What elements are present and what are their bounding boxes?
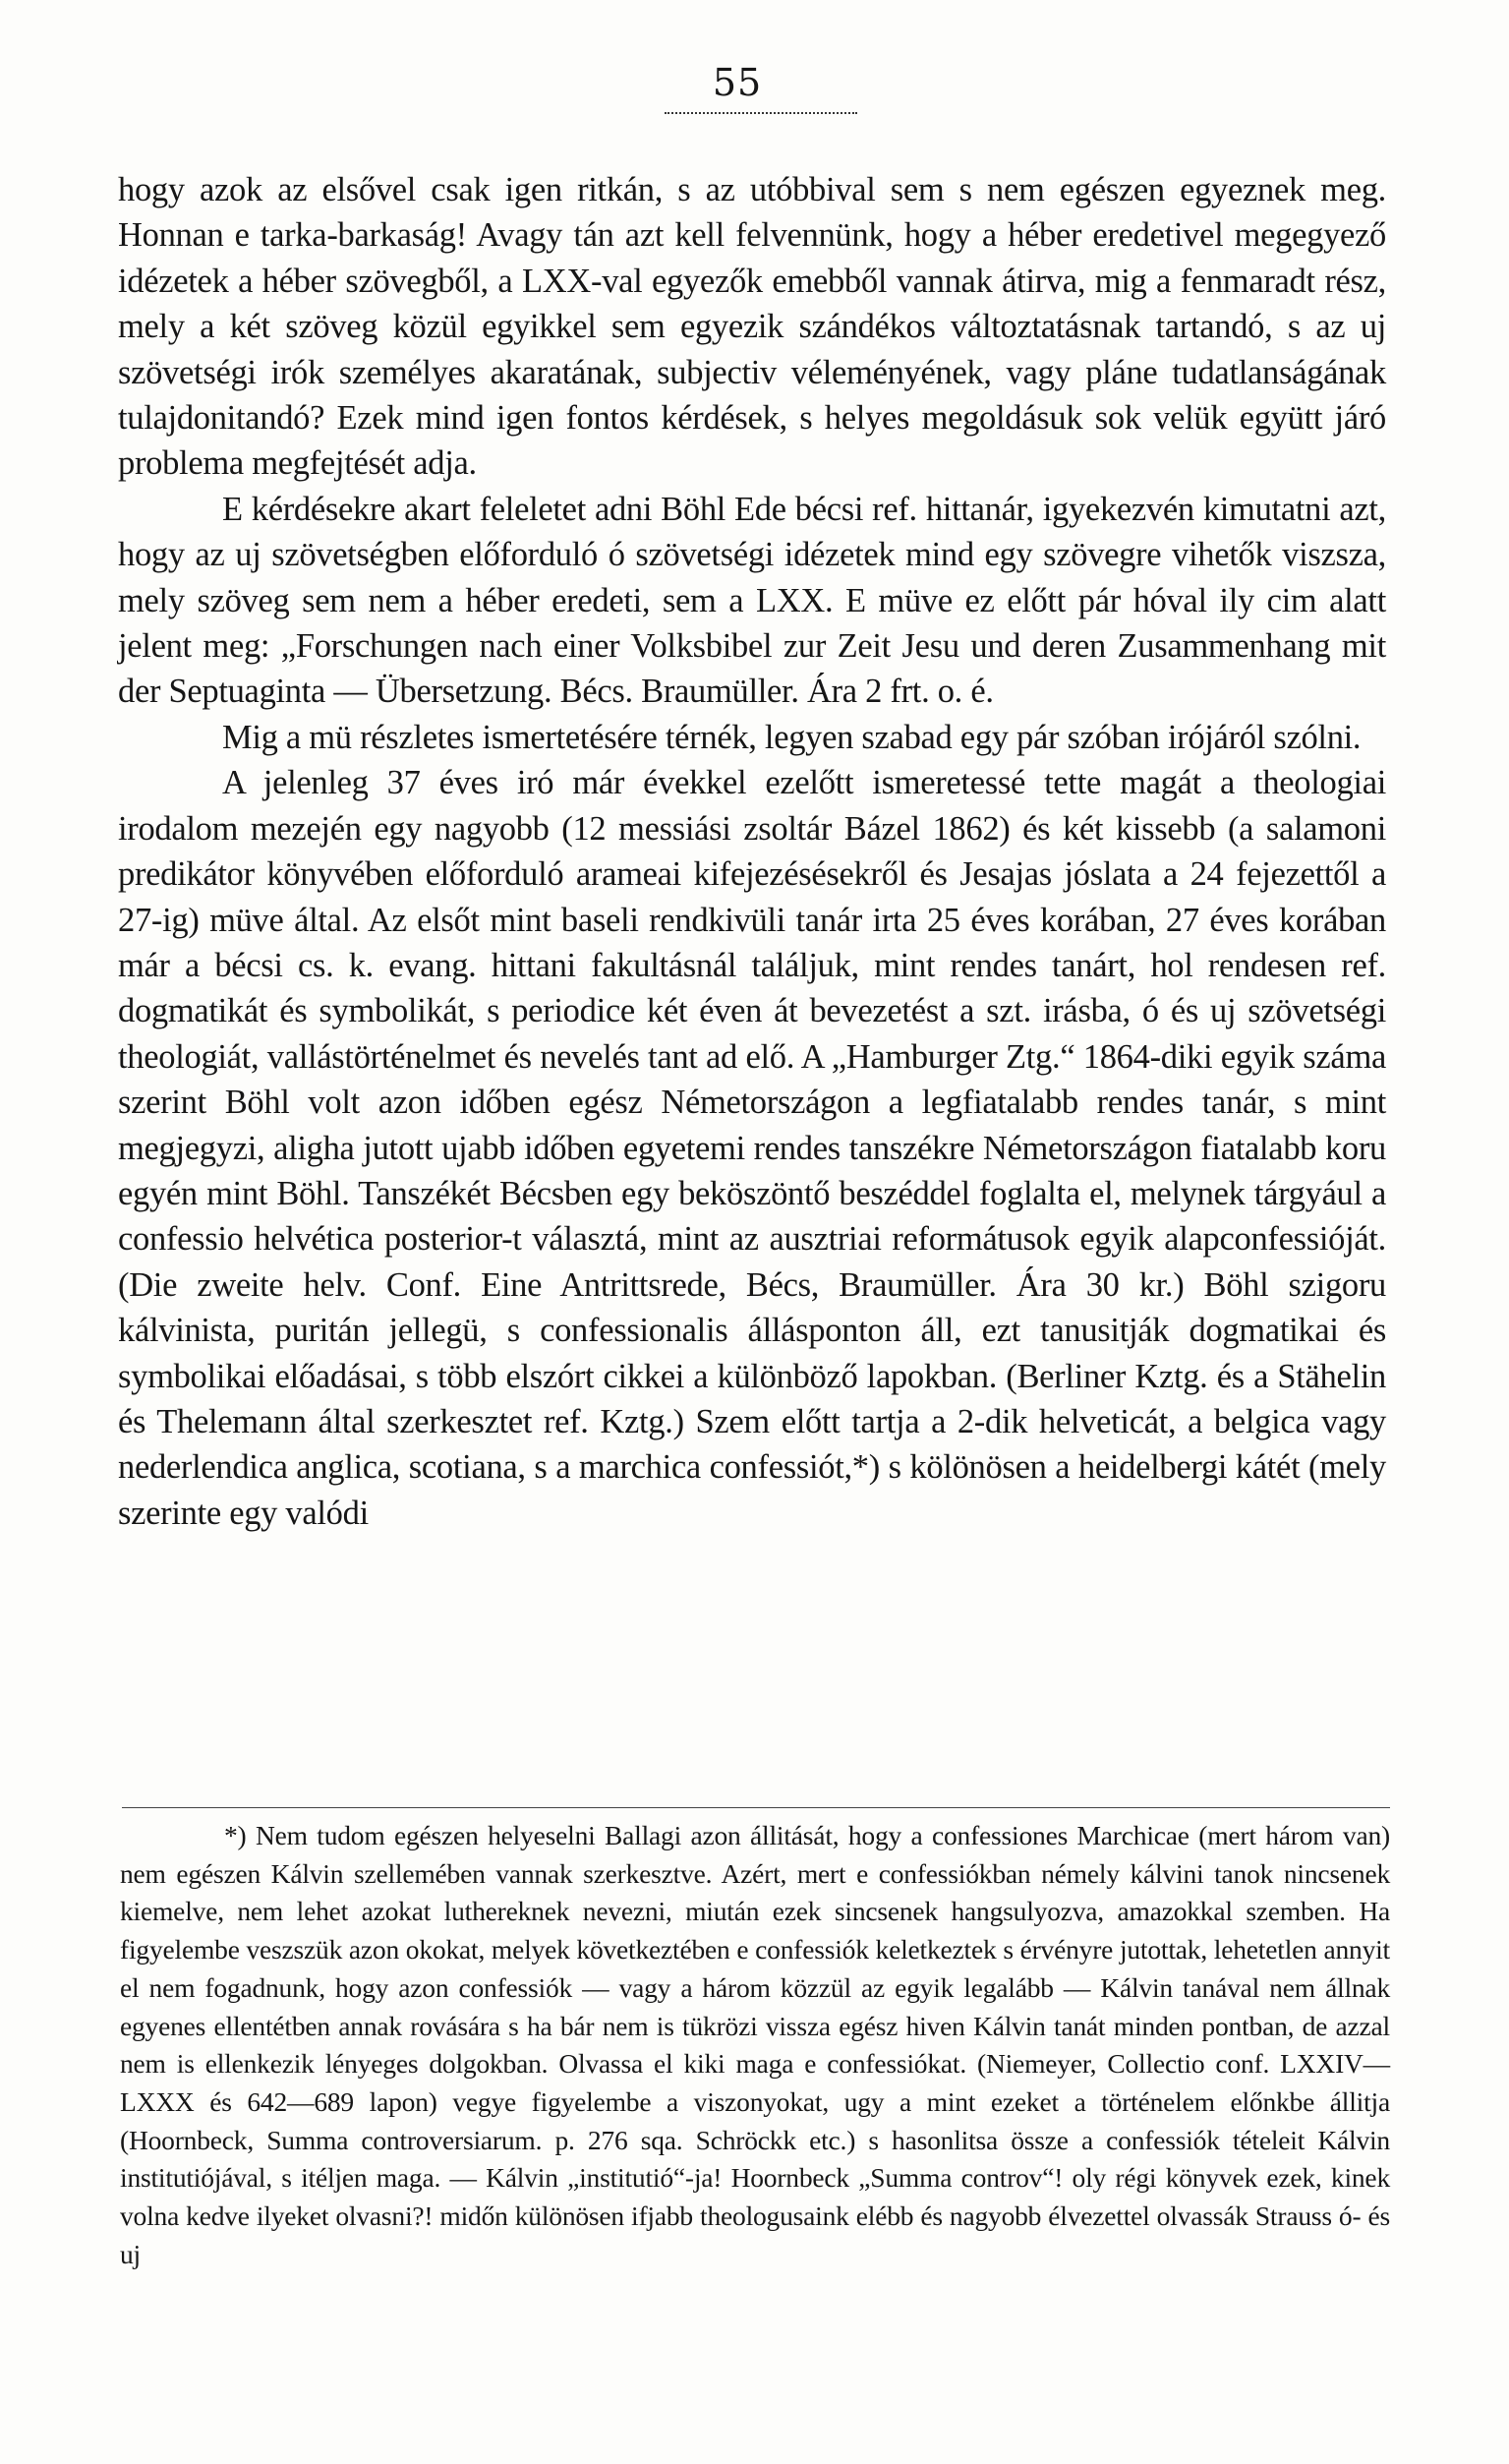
footnote-text: *) Nem tudom egészen helyeselni Ballagi azon állitását, hogy a confessiones Marchicae (mert három van) nem egészen Kálvin szellemében vannak szerkesztve. Azért, mert e confessiókban némely kálvini tanok nincsenek kiemelve, nem lehet azokat luthereknek nevezni, miután ezek sincsenek hangsulyozva, amazokkal szemben. Ha figyelembe veszszük azon okokat, melyek következtében e confessiók keletkeztek s érvényre jutottak, lehetetlen annyit el nem fogadnunk, hogy azon confessiók — vagy a három közzül az egyik legalább — Kálvin tanával nem állnak egyenes ellentétben annak rovására s ha bár nem is tükrözi vissza egész hiven Kálvin tanát minden pontban, de azzal nem is ellenkezik lényeges dolgokban. Olvassa el kiki maga e confessiókat. (Niemeyer, Collectio conf. LXXIV—LXXX és 642—689 lapon) vegye figyelembe a viszonyokat, ugy a mint ezeket a történelem előnkbe állitja (Hoornbeck, Summa controversiarum. p. 276 sqa. Schröckk etc.) s hasonlitsa össze a confessiók tételeit Kálvin institutiójával, s itéljen maga. — Kálvin „institutió“-ja! Hoornbeck „Summa controv“! oly régi könyvek ezek, kinek volna kedve ilyeket olvasni?! midőn különösen ifjabb theologusaink elébb és nagyobb élvezettel olvassák Strauss ó- és uj bbox=[120, 1820, 1390, 2269]
header-ornament bbox=[665, 112, 857, 126]
paragraph-2: E kérdésekre akart feleletet adni Böhl Ede bécsi ref. hittanár, igyekezvén kimutatni azt, hogy az uj szövetségben előforduló ó szövetségi idézetek mind egy szövegre vihetők viszsza, mely szöveg sem nem a héber eredeti, sem a LXX. E müve ez előtt pár hóval ily cim alatt jelent meg: „Forschungen nach einer Volksbibel zur Zeit Jesu und deren Zusammenhang mit der Septuaginta — Übersetzung. Bécs. Braumüller. Ára 2 frt. o. é. bbox=[118, 490, 1386, 711]
footnote bbox=[120, 1817, 1390, 2273]
paragraph-3: Mig a mü részletes ismertetésére térnék, legyen szabad egy pár szóban irójáról szólni. bbox=[222, 718, 1362, 756]
footnote-divider bbox=[122, 1807, 1390, 1808]
paragraph-4: A jelenleg 37 éves iró már évekkel ezelőtt ismeretessé tette magát a theologiai irodalom mezején egy nagyobb (12 messiási zsoltár Bázel 1862) és két kissebb (a salamoni predikátor könyvében előforduló arameai kifejezésésekről és Jesajas jóslata a 24 fejezettől a 27-ig) müve által. Az elsőt mint baseli rendkivüli tanár irta 25 éves korában, 27 éves korában már a bécsi cs. k. evang. hittani fakultásnál találjuk, mint rendes tanárt, hol rendesen ref. dogmatikát és symbolikát, s periodice két éven át bevezetést a szt. irásba, ó és uj szövetségi theologiát, vallástörténelmet és nevelés tant ad elő. A „Hamburger Ztg.“ 1864-diki egyik száma szerint Böhl volt azon időben egész Németországon a legfiatalabb rendes tanár, s mint megjegyzi, aligha jutott ujabb időben egyetemi rendes tanszékre Németországon fiatalabb koru egyén mint Böhl. Tanszékét Bécsben egy beköszöntő beszéddel foglalta el, melynek tárgyául a confessio helvética posterior-t választá, mint az ausztriai reformátusok egyik alapconfessióját. (Die zweite helv. Conf. Eine Antrittsrede, Bécs, Braumüller. Ára 30 kr.) Böhl szigoru kálvinista, puritán jellegü, s confessionalis állásponton áll, ezt tanusitják dogmatikai és symbolikai előadásai, s több elszórt cikkei a különböző lapokban. (Berliner Kztg. és a Stähelin és Thelemann által szerkesztet ref. Kztg.) Szem előtt tartja a 2-dik helveticát, a belgica vagy nederlendica anglica, scotiana, s a marchica confessiót,*) s kölönösen a heidelbergi kátét (mely szerinte egy valódi bbox=[118, 764, 1386, 1532]
body-text bbox=[118, 167, 1386, 1536]
page-number: 55 bbox=[712, 61, 763, 104]
paragraph-1: hogy azok az elsővel csak igen ritkán, s az utóbbival sem s nem egészen egyeznek meg. Honnan e tarka-barkaság! Avagy tán azt kell felvennünk, hogy a héber eredetivel megegyező idézetek a héber szövegből, a LXX-val egyezők emebből vannak átirva, mig a fenmaradt rész, mely a két szöveg közül egyikkel sem egyezik szándékos változtatásnak tartandó, s az uj szövetségi irók személyes akaratának, subjectiv véleményének, vagy pláne tudatlanságának tulajdonitandó? Ezek mind igen fontos kérdések, s helyes megoldásuk sok velük együtt járó problema megfejtését adja. bbox=[118, 171, 1386, 483]
